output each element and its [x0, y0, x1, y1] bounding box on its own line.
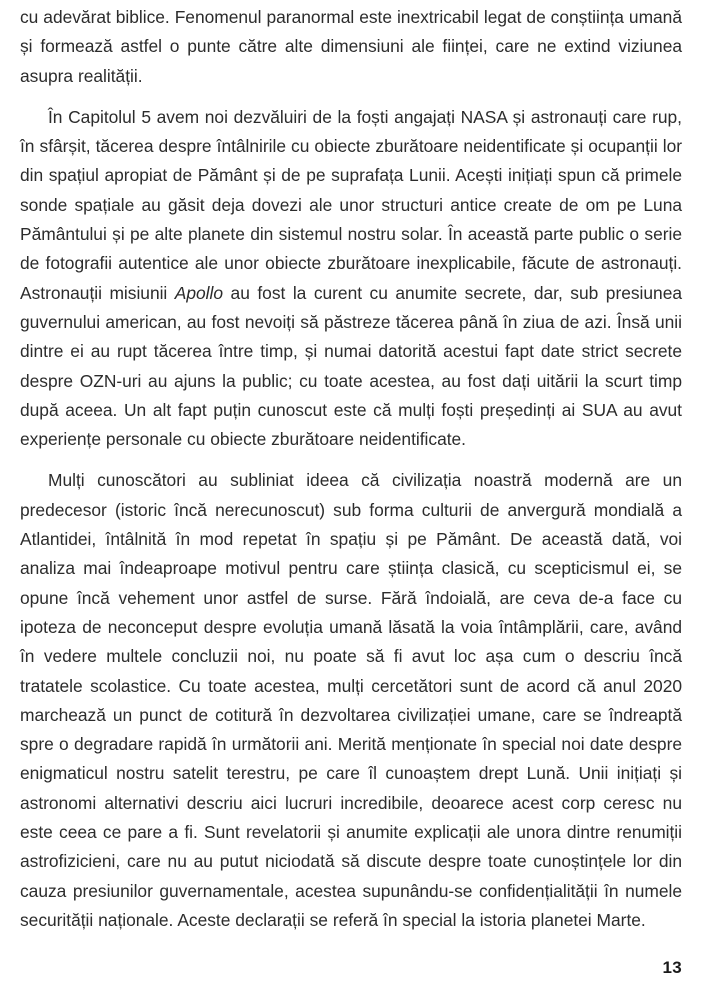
paragraph-atlantida: Mulți cunoscători au subliniat ideea că civilizația noastră modernă are un predecesor (istoric încă nerecunoscut) sub forma culturii de anvergură mondială a Atlantidei, întâlnită în mod repetat în spațiu și pe Pământ. De această dată, voi analiza mai îndeaproape motivul pentru care știința clasică, cu scepticismul ei, se opune încă vehement unor astfel de surse. Fără îndoială, are ceva de-a face cu ipoteza de neconceput despre evoluția umană lăsată la voia întâmplării, care, având în vedere multele concluzii noi, nu poate să fi avut loc așa cum o descriu încă tratatele scolastice. Cu toate acestea, mulți cercetători sunt de acord că anul 2020 marchează un punct de cotitură în dezvoltarea civilizației umane, care se îndreaptă spre o degradare rapidă în următorii ani. Merită menționate în special noi date despre enigmaticul nostru satelit terestru, pe care îl cunoaștem drept Lună. Unii inițiați și astronomi alternativi descriu aici lucruri incredibile, deoarece acest corp ceresc nu este ceea ce pare a fi. Sunt revelatorii și anumite explicații ale unora dintre renumiții astrofizicieni, care nu au putut niciodată să discute despre toate cunoștințele lor din cauza presiunilor guvernamentale, acestea supunându-se confidențialității în numele securității naționale. Aceste declarații se referă în special la istoria planetei Marte. [20, 470, 682, 930]
paragraph-text-after-italic: au fost la curent cu anumite secrete, dar, sub presiunea guvernului american, au fost nevoiți să păstreze tăcerea până în ziua de azi. Însă unii dintre ei au rupt tăcerea între timp, și numai datorită acestui fapt date strict secrete despre OZN-uri au ajuns la public; cu toate acestea, au fost dați uitării la scurt timp după aceea. Un alt fapt puțin cunoscut este că mulți foști președinți ai SUA au avut experiențe personale cu obiecte zburătoare neidentificate. [20, 282, 682, 450]
paragraph-capitolul-5 [20, 103, 682, 455]
page-number: 13 [662, 958, 682, 977]
paragraph-continued: cu adevărat biblice. Fenomenul paranormal este inextricabil legat de conștiința umană și formează astfel o punte către alte dimensiuni ale ființei, care ne extind viziunea asupra realității. [20, 7, 682, 86]
italic-term-apollo: Apollo [174, 282, 224, 303]
page-body-text [20, 3, 682, 935]
paragraph-text-before-italic: În Capitolul 5 avem noi dezvăluiri de la foști angajați NASA și astronauți care rup, în sfârșit, tăcerea despre întâlnirile cu obiecte zburătoare neidentificate și ocupanții lor din spațiul apropiat de Pământ și de pe suprafața Lunii. Acești inițiați spun că primele sonde spațiale au găsit deja dovezi ale unor structuri antice create de om pe Luna Pământului și pe alte planete din sistemul nostru solar. În această parte public o serie de fotografii autentice ale unor obiecte zburătoare inexplicabile, făcute de astronauți. Astronauții misiunii [20, 106, 682, 303]
